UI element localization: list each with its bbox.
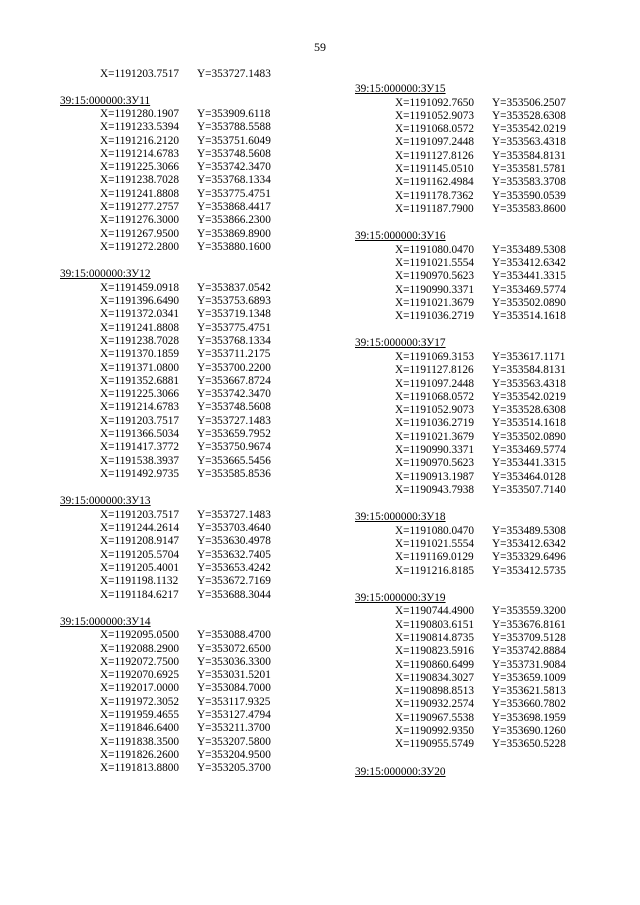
y-coordinate: Y=353676.8161 (492, 618, 566, 631)
x-coordinate: X=1192088.2900 (100, 642, 180, 655)
coordinate-row (355, 725, 635, 738)
coordinate-row (355, 525, 635, 538)
y-coordinate: Y=353542.0219 (492, 123, 566, 136)
y-coordinate: Y=353711.2175 (197, 348, 271, 361)
x-coordinate: X=1191097.2448 (395, 136, 475, 149)
y-coordinate: Y=353528.6308 (492, 404, 566, 417)
x-coordinate: X=1191069.3153 (395, 350, 475, 363)
y-coordinate: Y=353514.1618 (492, 417, 566, 430)
y-coordinate: Y=353507.7140 (492, 483, 566, 496)
y-coordinate: Y=353559.3200 (492, 605, 566, 618)
parcel-heading: 39:15:000000:ЗУ11 (60, 94, 151, 107)
y-coordinate: Y=353581.5781 (492, 162, 566, 175)
coordinate-row (60, 589, 340, 602)
y-coordinate: Y=353204.9500 (197, 748, 271, 761)
coordinate-row (355, 698, 635, 711)
y-coordinate: Y=353690.1260 (492, 725, 566, 738)
coordinate-row (60, 535, 340, 548)
coordinate-row (60, 669, 340, 682)
x-coordinate: X=1191396.6490 (100, 295, 180, 308)
y-coordinate: Y=353329.6496 (492, 551, 566, 564)
x-coordinate: X=1191203.7517 (100, 414, 180, 427)
coordinate-row (60, 108, 340, 121)
coordinate-row (355, 310, 635, 323)
coordinate-row (355, 270, 635, 283)
parcel-section (355, 83, 635, 216)
coordinate-row (60, 308, 340, 321)
coordinate-row (355, 97, 635, 110)
coordinate-row (60, 161, 340, 174)
y-coordinate: Y=353542.0219 (492, 390, 566, 403)
coordinate-row (60, 441, 340, 454)
x-coordinate: X=1191372.0341 (100, 308, 180, 321)
coordinate-row (60, 629, 340, 642)
coordinate-row (60, 575, 340, 588)
right-column (355, 83, 635, 793)
x-coordinate: X=1191068.0572 (395, 390, 475, 403)
x-coordinate: X=1191187.7900 (395, 202, 474, 215)
coordinate-row (60, 696, 340, 709)
coordinate-row (355, 659, 635, 672)
x-coordinate: X=1191371.0800 (100, 361, 180, 374)
coordinate-row (355, 712, 635, 725)
x-coordinate: X=1191280.1907 (100, 108, 180, 120)
coordinate-row (355, 672, 635, 685)
coordinate-row (355, 551, 635, 564)
x-coordinate: X=1191352.6881 (100, 374, 180, 387)
y-coordinate: Y=353514.1618 (492, 310, 566, 323)
parcel-heading: 39:15:000000:ЗУ16 (355, 230, 446, 243)
x-coordinate: X=1191036.2719 (395, 310, 475, 323)
y-coordinate: Y=353617.1171 (492, 350, 566, 363)
x-coordinate: X=1191216.8185 (395, 564, 475, 577)
y-coordinate: Y=353117.9325 (197, 695, 271, 708)
coordinate-row (60, 736, 340, 749)
x-coordinate: X=1191538.3937 (100, 454, 180, 467)
coordinate-row (355, 110, 635, 123)
x-coordinate: X=1190803.6151 (395, 618, 475, 631)
x-coordinate: X=1191225.3066 (100, 161, 180, 174)
y-coordinate: Y=353502.0890 (492, 430, 566, 443)
x-coordinate: X=1190955.5749 (395, 738, 475, 751)
x-coordinate: X=1191127.8126 (395, 364, 474, 377)
coordinate-row (355, 203, 635, 216)
y-coordinate: Y=353909.6118 (197, 108, 271, 120)
y-coordinate: Y=353742.3470 (197, 161, 271, 174)
coordinate-row (355, 645, 635, 658)
y-coordinate: Y=353667.8724 (197, 374, 271, 387)
coordinate-row (60, 455, 340, 468)
coordinate-row (60, 228, 340, 241)
y-coordinate: Y=353528.6308 (492, 109, 566, 122)
coordinate-row (355, 444, 635, 457)
y-coordinate: Y=353751.6049 (197, 134, 271, 147)
y-coordinate: Y=353583.3708 (492, 176, 566, 189)
x-coordinate: X=1190744.4900 (395, 605, 475, 618)
y-coordinate: Y=353788.5588 (197, 121, 271, 134)
y-coordinate: Y=353727.1483 (197, 68, 271, 80)
y-coordinate: Y=353441.3315 (492, 457, 566, 470)
x-coordinate: X=1191203.7517 (100, 508, 180, 521)
x-coordinate: X=1190860.6499 (395, 658, 475, 671)
y-coordinate: Y=353866.2300 (197, 214, 271, 227)
coordinate-row (60, 322, 340, 335)
x-coordinate: X=1191184.6217 (100, 588, 179, 601)
coordinate-row (355, 123, 635, 136)
x-coordinate: X=1192070.6925 (100, 669, 180, 682)
coordinate-row (60, 335, 340, 348)
y-coordinate: Y=353698.1959 (492, 711, 566, 724)
x-coordinate: X=1191205.5704 (100, 548, 180, 561)
y-coordinate: Y=353412.6342 (492, 256, 566, 269)
parcel-heading: 39:15:000000:ЗУ18 (355, 511, 446, 524)
coordinate-row (60, 241, 340, 254)
coordinate-row (355, 364, 635, 377)
x-coordinate: X=1192017.0000 (100, 682, 180, 695)
x-coordinate: X=1191267.9500 (100, 227, 180, 240)
x-coordinate: X=1191214.6783 (100, 147, 180, 160)
x-coordinate: X=1190992.9350 (395, 725, 475, 738)
coordinate-row (355, 404, 635, 417)
coordinate-row (355, 431, 635, 444)
x-coordinate: X=1191272.2800 (100, 240, 180, 253)
y-coordinate: Y=353665.5456 (197, 454, 271, 467)
x-coordinate: X=1191276.3000 (100, 214, 180, 227)
y-coordinate: Y=353660.7802 (492, 698, 566, 711)
x-coordinate: X=1191092.7650 (395, 96, 475, 109)
y-coordinate: Y=353127.4794 (197, 709, 271, 722)
x-coordinate: X=1191959.4655 (100, 709, 180, 722)
coordinate-row (355, 378, 635, 391)
coordinate-row (60, 562, 340, 575)
parcel-section (355, 511, 635, 578)
y-coordinate: Y=353868.4417 (197, 201, 271, 214)
coordinate-row (60, 762, 340, 775)
y-coordinate: Y=353672.7169 (197, 575, 271, 588)
x-coordinate: X=1190834.3027 (395, 671, 475, 684)
x-coordinate: X=1190970.5623 (395, 457, 475, 470)
x-coordinate: X=1190990.3371 (395, 444, 475, 457)
y-coordinate: Y=353775.4751 (197, 321, 271, 334)
x-coordinate: X=1191021.5554 (395, 538, 475, 551)
coordinate-row (355, 351, 635, 364)
y-coordinate: Y=353207.5800 (197, 735, 271, 748)
x-coordinate: X=1191052.9073 (395, 109, 475, 122)
y-coordinate: Y=353731.9084 (492, 658, 566, 671)
parcel-section (60, 95, 340, 255)
coordinate-row (355, 244, 635, 257)
y-coordinate: Y=353072.6500 (197, 642, 271, 655)
y-coordinate: Y=353621.5813 (492, 685, 566, 698)
coordinate-row (60, 415, 340, 428)
coordinate-row (355, 391, 635, 404)
coordinate-row (60, 295, 340, 308)
y-coordinate: Y=353584.8131 (492, 364, 566, 377)
coordinate-row (60, 348, 340, 361)
coordinate-row (60, 401, 340, 414)
y-coordinate: Y=353709.5128 (492, 632, 566, 644)
parcel-section (60, 268, 340, 481)
coordinate-row (60, 509, 340, 522)
coordinate-row (60, 188, 340, 201)
y-coordinate: Y=353031.5201 (197, 669, 271, 682)
coordinate-row (355, 738, 635, 751)
y-coordinate: Y=353742.8884 (492, 645, 566, 658)
coordinate-row (60, 388, 340, 401)
y-coordinate: Y=353412.5735 (492, 564, 566, 577)
y-coordinate: Y=353563.4318 (492, 136, 566, 149)
y-coordinate: Y=353469.5774 (492, 444, 566, 457)
x-coordinate: X=1191214.6783 (100, 401, 180, 414)
coordinate-row (60, 214, 340, 227)
y-coordinate: Y=353585.8536 (197, 467, 271, 480)
x-coordinate: X=1192072.7500 (100, 655, 180, 668)
y-coordinate: Y=353088.4700 (197, 629, 271, 642)
parcel-section (355, 337, 635, 497)
coordinate-row (355, 150, 635, 163)
parcel-heading: 39:15:000000:ЗУ19 (355, 591, 446, 604)
coordinate-row (60, 428, 340, 441)
x-coordinate: X=1191162.4984 (395, 176, 474, 189)
x-coordinate: X=1191826.2600 (100, 748, 180, 761)
coordinate-row (60, 522, 340, 535)
y-coordinate: Y=353489.5308 (492, 524, 566, 537)
parcel-heading: 39:15:000000:ЗУ15 (355, 83, 446, 95)
x-coordinate: X=1191216.2120 (100, 134, 180, 147)
coordinate-row (355, 417, 635, 430)
x-coordinate: X=1190967.5538 (395, 711, 475, 724)
coordinate-row (60, 468, 340, 481)
y-coordinate: Y=353650.5228 (492, 738, 566, 751)
x-coordinate: X=1191370.1859 (100, 348, 180, 361)
coordinate-row (60, 121, 340, 134)
coordinate-row (60, 749, 340, 762)
parcel-heading: 39:15:000000:ЗУ12 (60, 268, 151, 281)
x-coordinate: X=1191052.9073 (395, 404, 475, 417)
x-coordinate: X=1191241.8808 (100, 187, 180, 200)
coordinate-row (60, 68, 340, 82)
parcel-section (355, 592, 635, 752)
y-coordinate: Y=353584.8131 (492, 149, 566, 162)
x-coordinate: X=1191813.8800 (100, 762, 180, 775)
coordinate-row (60, 549, 340, 562)
y-coordinate: Y=353084.7000 (197, 682, 271, 695)
y-coordinate: Y=353727.1483 (197, 414, 271, 427)
y-coordinate: Y=353412.6342 (492, 538, 566, 551)
y-coordinate: Y=353703.4640 (197, 522, 271, 535)
coordinate-row (355, 471, 635, 484)
y-coordinate: Y=353469.5774 (492, 283, 566, 296)
coordinate-row (60, 722, 340, 735)
x-coordinate: X=1191205.4001 (100, 561, 180, 574)
y-coordinate: Y=353748.5608 (197, 147, 271, 160)
x-coordinate: X=1191178.7362 (395, 189, 474, 202)
coordinate-row (355, 484, 635, 497)
coordinate-row (355, 284, 635, 297)
y-coordinate: Y=353506.2507 (492, 96, 566, 109)
coordinate-row (355, 176, 635, 189)
y-coordinate: Y=353632.7405 (197, 548, 271, 561)
y-coordinate: Y=353583.8600 (492, 202, 566, 215)
x-coordinate: X=1191169.0129 (395, 551, 474, 564)
y-coordinate: Y=353880.1600 (197, 240, 271, 253)
x-coordinate: X=1191459.0918 (100, 281, 180, 294)
y-coordinate: Y=353630.4978 (197, 535, 271, 548)
coordinate-row (355, 685, 635, 698)
y-coordinate: Y=353719.1348 (197, 308, 271, 321)
coordinate-row (355, 163, 635, 176)
coordinate-row (60, 643, 340, 656)
y-coordinate: Y=353775.4751 (197, 187, 271, 200)
coordinate-row (60, 375, 340, 388)
coordinate-row (355, 538, 635, 551)
x-coordinate: X=1191233.5394 (100, 121, 180, 134)
coordinate-row (60, 174, 340, 187)
x-coordinate: X=1191203.7517 (100, 68, 180, 80)
x-coordinate: X=1191127.8126 (395, 149, 474, 162)
x-coordinate: X=1190990.3371 (395, 283, 475, 296)
x-coordinate: X=1191068.0572 (395, 123, 475, 136)
x-coordinate: X=1191080.0470 (395, 243, 475, 256)
coordinate-row (355, 619, 635, 632)
coordinate-row (60, 201, 340, 214)
coordinate-row (60, 135, 340, 148)
coordinate-row (60, 682, 340, 695)
coordinate-row (355, 190, 635, 203)
x-coordinate: X=1191021.3679 (395, 296, 475, 309)
x-coordinate: X=1191208.9147 (100, 535, 180, 548)
coordinate-row (60, 362, 340, 375)
y-coordinate: Y=353742.3470 (197, 388, 271, 401)
x-coordinate: X=1191277.2757 (100, 201, 180, 214)
coordinate-row (355, 565, 635, 578)
parcel-heading: 39:15:000000:ЗУ20 (355, 765, 446, 778)
coordinate-row (355, 136, 635, 149)
coordinate-row (60, 709, 340, 722)
y-coordinate: Y=353700.2200 (197, 361, 271, 374)
x-coordinate: X=1191244.2614 (100, 522, 180, 535)
y-coordinate: Y=353768.1334 (197, 174, 271, 187)
x-coordinate: X=1191021.3679 (395, 430, 475, 443)
x-coordinate: X=1191097.2448 (395, 377, 475, 390)
coordinate-row (355, 632, 635, 645)
x-coordinate: X=1190814.8735 (395, 632, 475, 644)
coordinate-row (60, 148, 340, 161)
y-coordinate: Y=353837.0542 (197, 281, 271, 294)
y-coordinate: Y=353659.1009 (492, 671, 566, 684)
left-column (60, 68, 340, 790)
y-coordinate: Y=353211.3700 (197, 722, 271, 735)
x-coordinate: X=1191846.6400 (100, 722, 180, 735)
x-coordinate: X=1191241.8808 (100, 321, 180, 334)
y-coordinate: Y=353753.6893 (197, 295, 271, 308)
x-coordinate: X=1190970.5623 (395, 270, 475, 283)
y-coordinate: Y=353688.3044 (197, 588, 271, 601)
parcel-section (355, 766, 635, 780)
x-coordinate: X=1190932.2574 (395, 698, 475, 711)
y-coordinate: Y=353563.4318 (492, 377, 566, 390)
y-coordinate: Y=353441.3315 (492, 270, 566, 283)
x-coordinate: X=1191838.3500 (100, 735, 180, 748)
x-coordinate: X=1191021.5554 (395, 256, 475, 269)
parcel-heading: 39:15:000000:ЗУ17 (355, 337, 446, 350)
parcel-heading: 39:15:000000:ЗУ14 (60, 615, 151, 628)
y-coordinate: Y=353036.3300 (197, 655, 271, 668)
y-coordinate: Y=353502.0890 (492, 296, 566, 309)
y-coordinate: Y=353869.8900 (197, 227, 271, 240)
x-coordinate: X=1191080.0470 (395, 524, 475, 537)
page-number: 59 (314, 40, 326, 54)
coordinate-row (355, 457, 635, 470)
parcel-heading: 39:15:000000:ЗУ13 (60, 495, 151, 508)
y-coordinate: Y=353727.1483 (197, 508, 271, 521)
x-coordinate: X=1191417.3772 (100, 441, 180, 454)
parcel-section (60, 495, 340, 602)
x-coordinate: X=1191225.3066 (100, 388, 180, 401)
x-coordinate: X=1191238.7028 (100, 174, 180, 187)
x-coordinate: X=1190913.1987 (395, 470, 475, 483)
y-coordinate: Y=353464.0128 (492, 470, 566, 483)
y-coordinate: Y=353748.5608 (197, 401, 271, 414)
parcel-section (60, 616, 340, 776)
x-coordinate: X=1191238.7028 (100, 334, 180, 347)
x-coordinate: X=1191198.1132 (100, 575, 179, 588)
y-coordinate: Y=353590.0539 (492, 189, 566, 202)
coordinate-row (355, 297, 635, 310)
x-coordinate: X=1192095.0500 (100, 629, 180, 642)
y-coordinate: Y=353750.9674 (197, 441, 271, 454)
parcel-section (355, 230, 635, 323)
x-coordinate: X=1191366.5034 (100, 428, 180, 441)
x-coordinate: X=1191492.9735 (100, 467, 180, 480)
y-coordinate: Y=353653.4242 (197, 561, 271, 574)
coordinate-row (355, 257, 635, 270)
y-coordinate: Y=353659.7952 (197, 428, 271, 441)
y-coordinate: Y=353768.1334 (197, 334, 271, 347)
x-coordinate: X=1191145.0510 (395, 162, 474, 175)
x-coordinate: X=1190823.5916 (395, 645, 475, 658)
coordinate-row (60, 282, 340, 295)
x-coordinate: X=1190898.8513 (395, 685, 475, 698)
x-coordinate: X=1190943.7938 (395, 483, 475, 496)
x-coordinate: X=1191972.3052 (100, 695, 180, 708)
y-coordinate: Y=353205.3700 (197, 762, 271, 775)
x-coordinate: X=1191036.2719 (395, 417, 475, 430)
coordinate-row (60, 656, 340, 669)
y-coordinate: Y=353489.5308 (492, 243, 566, 256)
coordinate-row (355, 605, 635, 618)
